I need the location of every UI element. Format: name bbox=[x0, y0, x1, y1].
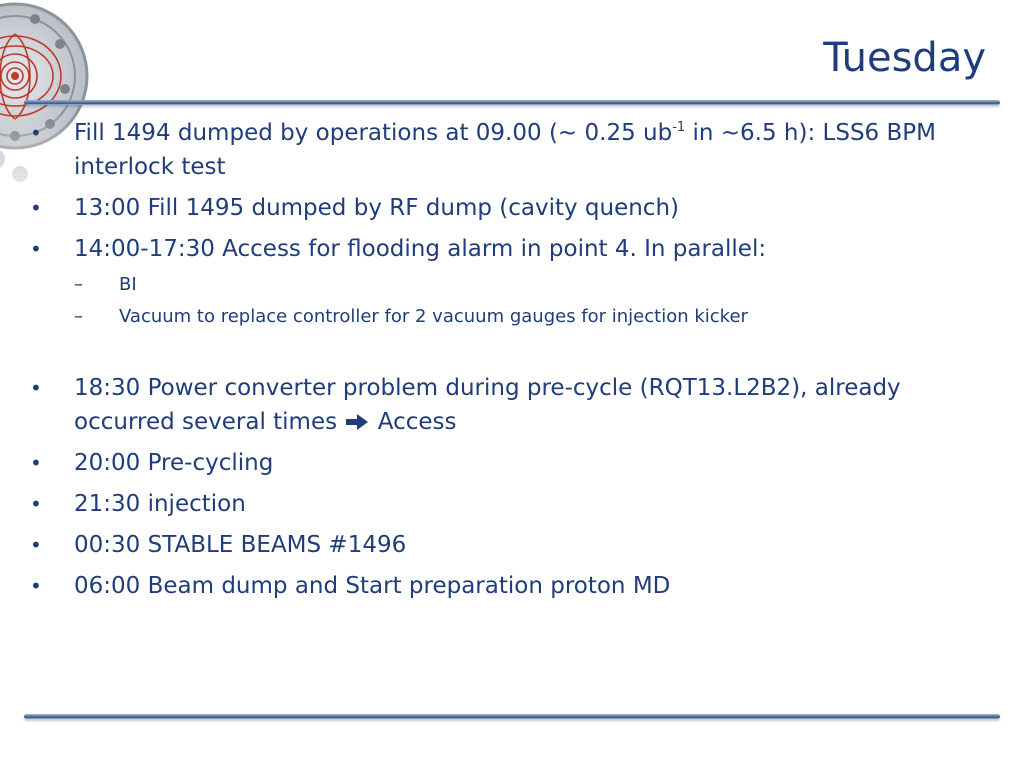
sub-bullet-text: BI bbox=[119, 274, 137, 295]
bullet-text: 13:00 Fill 1495 dumped by RF dump (cavity quench) bbox=[74, 195, 680, 221]
bullet-marker: • bbox=[30, 574, 42, 598]
bullet-text: 06:00 Beam dump and Start preparation proton MD bbox=[74, 573, 671, 599]
bullet-text: Fill 1494 dumped by operations at 09.00 (~ 0.25 ub bbox=[74, 120, 673, 146]
title-divider bbox=[24, 100, 1000, 105]
bullet-text: 21:30 injection bbox=[74, 491, 246, 517]
bullet-text: 14:00-17:30 Access for flooding alarm in point 4. In parallel: bbox=[74, 236, 767, 262]
spacer bbox=[74, 330, 990, 364]
bullet-marker: • bbox=[30, 376, 42, 400]
list-item bbox=[30, 116, 990, 184]
list-item bbox=[30, 191, 990, 225]
list-item bbox=[30, 232, 990, 364]
sub-list-item bbox=[74, 272, 990, 298]
bullet-marker: • bbox=[30, 533, 42, 557]
bullet-marker: • bbox=[30, 451, 42, 475]
list-item bbox=[30, 487, 990, 521]
bullet-text: 18:30 Power converter problem during pre-cycle (RQT13.L2B2), already occurred several times bbox=[74, 375, 901, 435]
sub-bullet-text: Vacuum to replace controller for 2 vacuum gauges for injection kicker bbox=[119, 306, 748, 327]
bullet-text: Access bbox=[377, 409, 457, 435]
list-item bbox=[30, 446, 990, 480]
list-item bbox=[30, 528, 990, 562]
bullet-marker: • bbox=[30, 492, 42, 516]
footer-divider bbox=[24, 714, 1000, 719]
bullet-text: 20:00 Pre-cycling bbox=[74, 450, 274, 476]
bullet-list bbox=[30, 116, 990, 603]
bullet-marker: • bbox=[30, 237, 42, 261]
sub-bullet-list bbox=[74, 272, 990, 330]
slide-content bbox=[30, 116, 990, 610]
sub-list-item bbox=[74, 304, 990, 330]
sub-bullet-marker: – bbox=[74, 274, 83, 295]
slide-title: Tuesday bbox=[823, 35, 986, 81]
bullet-text: 00:30 STABLE BEAMS #1496 bbox=[74, 532, 407, 558]
bullet-marker: • bbox=[30, 121, 42, 145]
list-item bbox=[30, 569, 990, 603]
bullet-marker: • bbox=[30, 196, 42, 220]
sub-bullet-marker: – bbox=[74, 306, 83, 327]
right-arrow-icon bbox=[344, 412, 370, 432]
bullet-text: in ~6.5 h): LSS6 BPM interlock test bbox=[74, 120, 936, 180]
bullet-superscript: -1 bbox=[672, 120, 686, 135]
list-item bbox=[30, 371, 990, 439]
